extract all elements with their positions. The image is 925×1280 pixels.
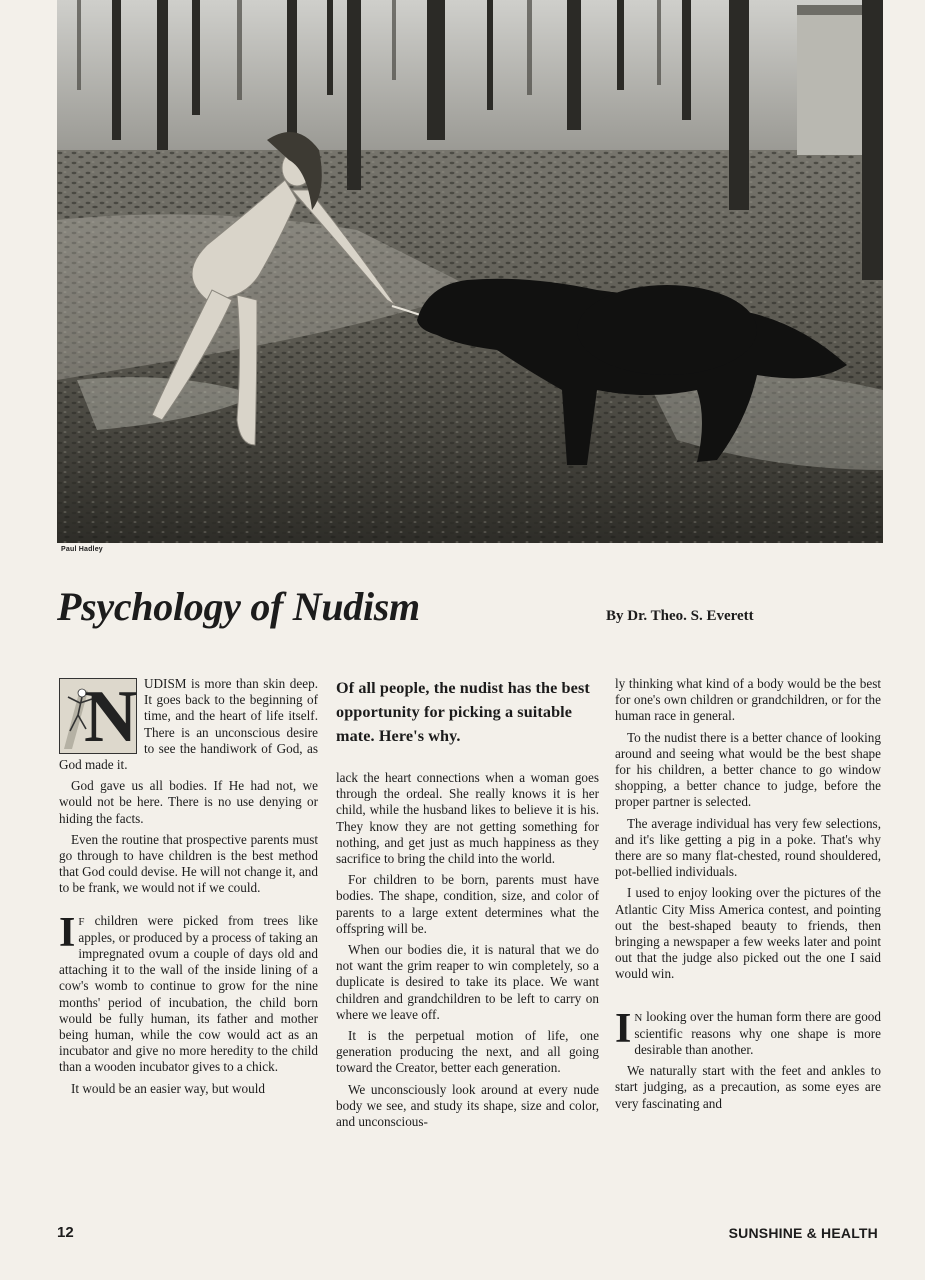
- article-column-3: [615, 676, 881, 1117]
- article-column-1: [59, 676, 318, 1102]
- section-lead-letter: N: [634, 1011, 643, 1024]
- section-lead-text: children were picked from trees like apples, or produced by a process of taking an impregnated ovum a couple of days old and attaching it to the wall of the inside lining of a cow's womb to continue to grow for the nine months' period of incubation, the child born would be fully human, its father and mother being human, while the cow would act as an incubator and give no more heredity to the child than a wooden incubator gives to a chick.: [59, 912, 318, 1075]
- pull-quote: Of all people, the nudist has the best opportunity for picking a suitable mate. Here's why.: [336, 679, 590, 745]
- section-lead-letter: F: [78, 915, 85, 928]
- section-initial: I: [615, 1005, 632, 1052]
- illustrated-dropcap: [59, 676, 138, 758]
- paragraph: ly thinking what kind of a body would be the best for one's own children or grandchildren, or for the human race in general.: [615, 676, 881, 724]
- article-photo: [57, 0, 883, 543]
- dropcap-letter: N: [84, 676, 138, 758]
- paragraph: lack the heart connections when a woman goes through the ordeal. She really knows it is her child, while the husband likes to believe it is his. They know they are not getting something for nothing, and get just as much happiness as they sacrifice to bring the child into the world.: [336, 770, 599, 867]
- paragraph: We unconsciously look around at every nude body we see, and study its shape, size and color, and unconscious-: [336, 1081, 599, 1130]
- paragraph: God gave us all bodies. If He had not, we would not be here. There is no use denying or hiding the facts.: [59, 778, 318, 826]
- paragraph: It is the perpetual motion of life, one generation producing the next, and all going toward the Creator, better each generation.: [336, 1028, 599, 1076]
- paragraph: The average individual has very few selections, and it's like getting a pig in a poke. That's why there are so many flat-chested, round shouldered, pot-bellied individuals.: [615, 815, 881, 880]
- woodland-photo-illustration: [57, 0, 883, 543]
- magazine-name: SUNSHINE & HEALTH: [728, 1225, 878, 1241]
- paragraph: When our bodies die, it is natural that we do not want the grim reaper to win completely, so a duplicate is desired to take its place. We want children and grandchildren to be left to carry on where we leave off.: [336, 942, 599, 1022]
- section-initial: I: [59, 909, 76, 956]
- paragraph: It would be an easier way, but would: [71, 1080, 265, 1096]
- section-lead-paragraph: [59, 909, 318, 1076]
- paragraph: I used to enjoy looking over the pictures of the Atlantic City Miss America contest, and pointing out the best-shaped beauty to friends, then bringing a newspaper a few weeks later and point out that the judge also picked out the one I said would win.: [615, 885, 881, 982]
- paragraph: For children to be born, parents must have bodies. The shape, condition, size, and color of parents to a large extent determines what the offspring will be.: [336, 872, 599, 936]
- page-number: 12: [57, 1224, 74, 1241]
- paragraph: To the nudist there is a better chance of looking around and seeing what would be the best shape for his children, a better chance to go window shopping, a better chance to judge, before the proper partner is selected.: [615, 729, 881, 810]
- paragraph: Even the routine that prospective parents must go through to have children is the best method that God could devise. He will not change it, and to be frank, we would not if we could.: [59, 831, 318, 896]
- paragraph: UDISM is more than skin deep. It goes back to the beginning of time, and the heart of life itself. There is an unconscious desire to see the handiwork of God, as God made it.: [59, 676, 318, 773]
- article-title: Psychology of Nudism: [57, 584, 420, 629]
- article-byline: By Dr. Theo. S. Everett: [606, 608, 754, 624]
- article-column-2: [336, 676, 599, 1135]
- section-lead-paragraph: [615, 1005, 881, 1059]
- section-lead-text: looking over the human form there are good scientific reasons why one shape is more desirable than another.: [634, 1008, 881, 1058]
- photo-credit: Paul Hadley: [61, 546, 103, 553]
- paragraph: We naturally start with the feet and ankles to start judging, as a precaution, as some eyes are very fascinating and: [615, 1063, 881, 1111]
